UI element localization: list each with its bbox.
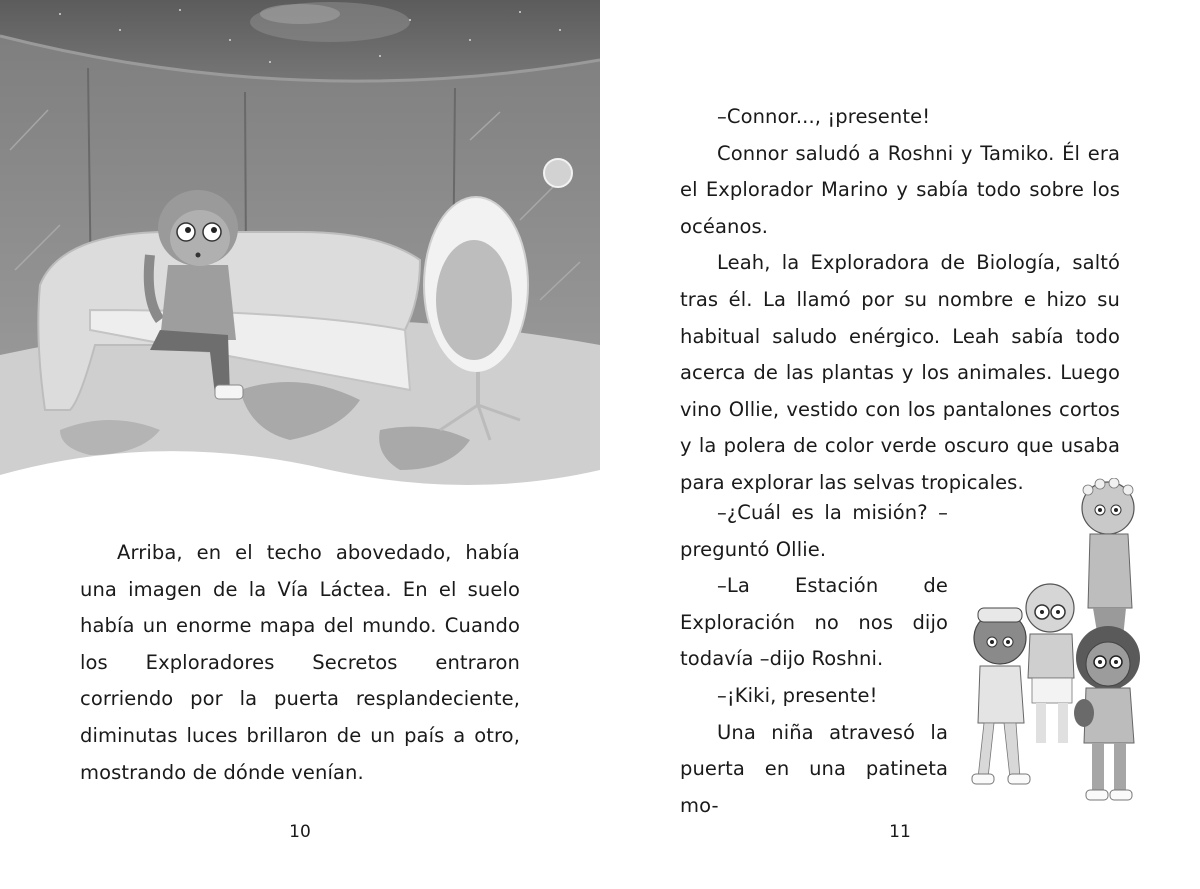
paragraph: Leah, la Exploradora de Biología, saltó tras él. La llamó por su nombre e hizo su habitual saludo enérgico. Leah sabía todo acerca de las plantas y los animales. Luego vino Ollie, vestido con los pantalones cortos y la polera de color verde oscuro que usaba para explorar las selvas tropicales. [680, 251, 1120, 494]
paragraph: –¡Kiki, presente! [717, 683, 878, 707]
paragraph: Arriba, en el techo abovedado, había una imagen de la Vía Láctea. En el suelo había un enorme mapa del mundo. Cuando los Exploradores Secretos entraron corriendo por la puerta resplandeciente, diminutas luces brillaron de un país a otro, mostrando de dónde venían. [80, 541, 520, 784]
girl-curly-hair [1074, 626, 1140, 800]
page-number-left: 10 [289, 822, 311, 842]
illustration-four-kids [958, 478, 1163, 808]
page-number-right: 11 [889, 822, 911, 842]
right-page-text [680, 99, 1120, 502]
girl-flower-crown [1082, 478, 1134, 638]
paragraph: –La Estación de Exploración no nos dijo todavía –dijo Roshni. [680, 574, 948, 671]
paragraph: Una niña atravesó la puerta en una patineta mo- [680, 720, 948, 817]
boy-glasses [1026, 584, 1074, 743]
paragraph: –Connor..., ¡presente! [717, 105, 931, 128]
illustration-dome-room [0, 0, 600, 525]
boy-goggles [972, 608, 1030, 784]
paragraph: –¿Cuál es la misión? – preguntó Ollie. [680, 501, 948, 561]
paragraph: Connor saludó a Roshni y Tamiko. Él era el Explorador Marino y sabía todo sobre los océanos. [680, 141, 1120, 238]
left-page-text [80, 535, 520, 791]
right-page-text-narrow [680, 495, 948, 824]
